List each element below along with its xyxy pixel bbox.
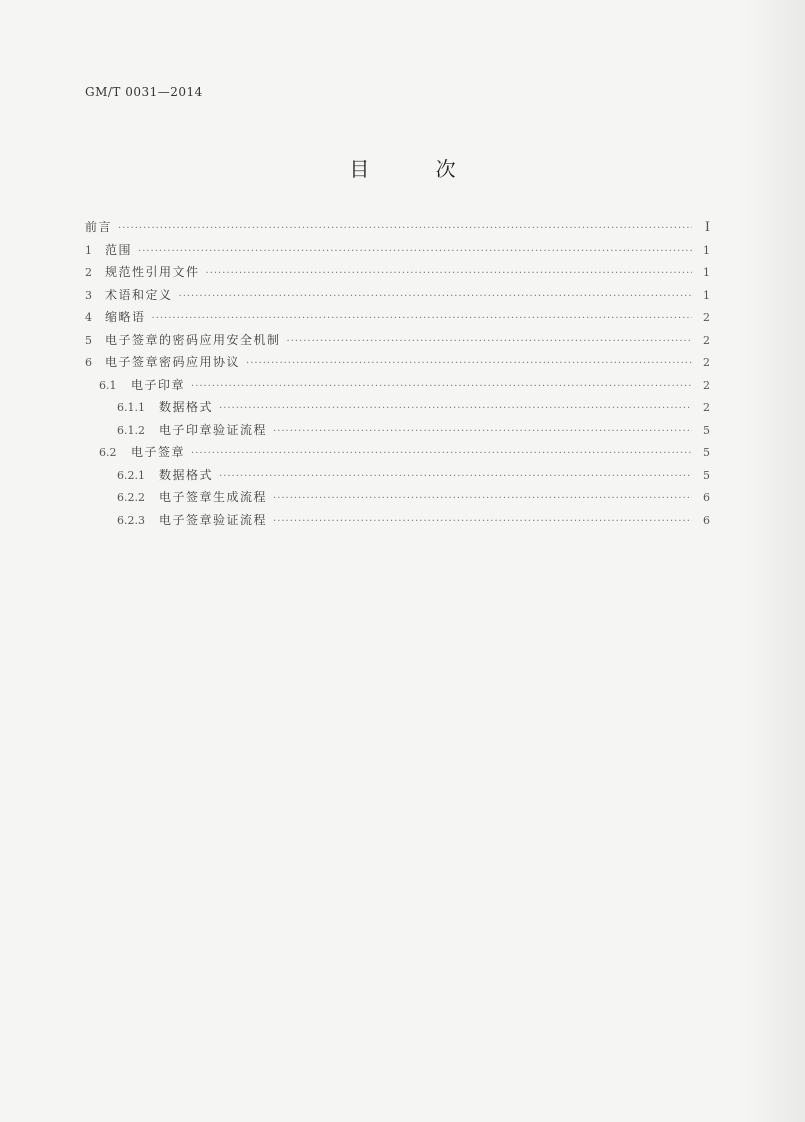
toc-entry-number: 6.2.1: [117, 468, 145, 482]
toc-entry-number: 6: [85, 356, 92, 369]
toc-entry-number: 6.1.2: [117, 423, 145, 437]
toc-entry-number: 1: [85, 243, 92, 257]
toc-entry-page: I: [704, 220, 710, 235]
standard-number: GM/T 0031—2014: [85, 85, 203, 99]
toc-entry-label: 电子签章: [131, 445, 186, 459]
dot-leader: [273, 516, 692, 527]
toc-entry-label: 电子签章的密码应用安全机制: [105, 332, 281, 347]
toc-entry-number: 6.2: [99, 446, 117, 459]
toc-entry[interactable]: [85, 488, 710, 511]
toc-entry[interactable]: [85, 376, 710, 399]
dot-leader: [118, 223, 692, 234]
toc-entry[interactable]: [85, 286, 710, 309]
toc-entry[interactable]: [85, 263, 710, 286]
toc-entry-number: 3: [85, 288, 92, 302]
toc-entry-page: 2: [703, 378, 710, 392]
dot-leader: [191, 448, 692, 459]
toc-entry-page: 1: [703, 266, 710, 279]
toc-entry-page: 6: [703, 491, 710, 504]
toc-entry-number: 6.2.2: [117, 491, 145, 504]
toc-entry-page: 2: [703, 311, 710, 324]
page-title: 目 次: [349, 157, 486, 181]
dot-leader: [246, 358, 692, 369]
dot-leader: [287, 336, 692, 347]
dot-leader: [152, 313, 692, 324]
toc-entry[interactable]: [85, 241, 710, 264]
dot-leader: [138, 246, 692, 257]
toc-entry-page: 2: [703, 356, 710, 369]
toc-entry-number: 2: [85, 266, 92, 279]
toc-entry[interactable]: [85, 466, 710, 489]
toc-entry-label: 规范性引用文件: [105, 265, 200, 279]
toc-entry[interactable]: [85, 443, 710, 466]
toc-entry[interactable]: [85, 218, 710, 241]
table-of-contents: [85, 218, 710, 533]
toc-entry-label: 电子签章密码应用协议: [105, 355, 241, 369]
dot-leader: [179, 291, 692, 302]
toc-entry-label: 电子印章验证流程: [159, 422, 268, 437]
toc-entry-label: 缩略语: [105, 310, 146, 324]
toc-entry-label: 电子印章: [131, 377, 186, 392]
toc-entry[interactable]: [85, 421, 710, 444]
toc-entry-page: 1: [703, 288, 710, 302]
toc-entry[interactable]: [85, 331, 710, 354]
toc-entry-label: 电子签章生成流程: [159, 490, 268, 504]
toc-entry-number: 6.2.3: [117, 513, 145, 527]
toc-entry[interactable]: [85, 511, 710, 534]
dot-leader: [219, 403, 692, 414]
toc-entry-page: 2: [703, 401, 710, 414]
dot-leader: [191, 381, 692, 392]
toc-entry-page: 5: [703, 423, 710, 437]
toc-entry-label: 范围: [105, 242, 133, 257]
dot-leader: [273, 426, 692, 437]
toc-entry-label: 前言: [85, 220, 113, 234]
dot-leader: [219, 471, 692, 482]
toc-entry-number: 6.1.1: [117, 401, 145, 414]
toc-entry[interactable]: [85, 398, 710, 421]
toc-entry-page: 6: [703, 513, 710, 527]
toc-entry-page: 1: [703, 243, 710, 257]
dot-leader: [206, 268, 692, 279]
toc-entry-page: 2: [703, 333, 710, 347]
toc-entry[interactable]: [85, 308, 710, 331]
toc-entry-label: 数据格式: [159, 400, 214, 414]
toc-entry-number: 5: [85, 333, 92, 347]
toc-entry-label: 电子签章验证流程: [159, 512, 268, 527]
toc-entry-label: 数据格式: [159, 467, 214, 482]
toc-entry-number: 4: [85, 311, 92, 324]
toc-entry-page: 5: [703, 446, 710, 459]
toc-entry[interactable]: [85, 353, 710, 376]
dot-leader: [273, 493, 692, 504]
toc-entry-label: 术语和定义: [105, 287, 173, 302]
toc-entry-page: 5: [703, 468, 710, 482]
toc-entry-number: 6.1: [99, 378, 117, 392]
